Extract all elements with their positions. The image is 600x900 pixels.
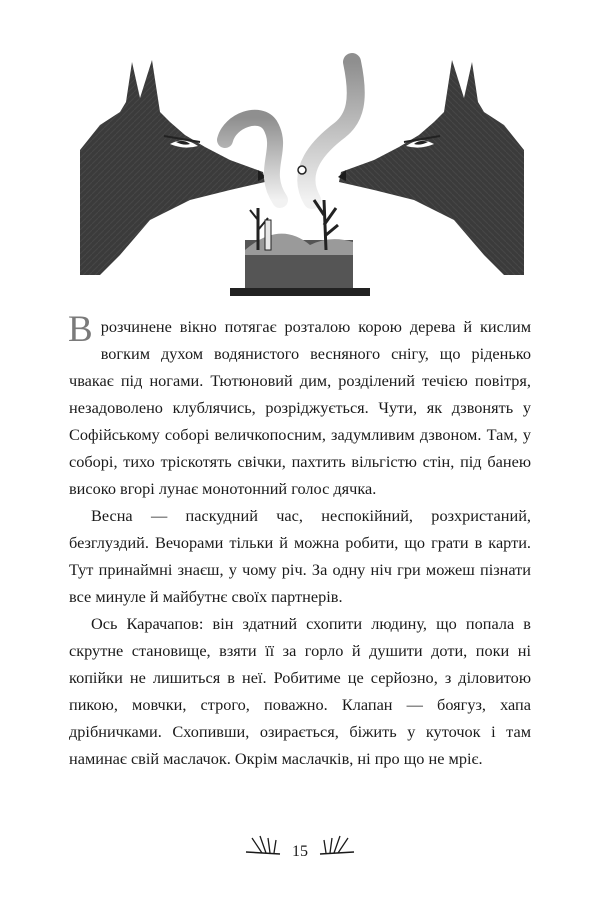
wolves-illustration [80, 50, 524, 300]
grass-sprig-icon [246, 836, 280, 854]
paragraph-2: Весна — паскудний час, неспокійний, розхристаний, безглуздий. Вечорами тільки й можна робити, що грати в карти. Тут принаймні знаєш, у чому річ. За одну ніч гри можеш пізнати все минуле й майбутнє своїх партнерів. [69, 506, 531, 606]
paragraph-1 [68, 309, 531, 502]
body-text [68, 309, 531, 772]
paragraph-3: Ось Карачапов: він здатний схопити людину, що попала в скрутне становище, взяти її за горло й душити доти, поки ні копійки не лишиться в неї. Робитиме це серйозно, з діловитою пикою, мовчки, строго, поважно. Клапан — боягуз, хапа дрібничками. Схопивши, озирається, біжить у куточок і там наминає свій маслачок. Окрім маслачків, ні про що не мріє. [69, 614, 531, 768]
left-wolf-head [80, 60, 266, 275]
paragraph-1-text: розчинене вікно потягає розталою корою дерева й кислим вогким духом водянистого весняного снігу, що ріденько чвакає під ногами. Тютюновий дим, розділений течією повітря, незадоволено клублячись, розріджується. Чути, як дзвонять у Софійському соборі величкопосним, задумливим дзвоном. Там, у соборі, тихо тріскотять свічки, пахтить вільгістю стін, під банею високо вгорі лунає монотонний голос дячка. [69, 317, 531, 498]
page-number: 15 [292, 843, 308, 860]
grass-sprig-icon [320, 836, 354, 854]
drop-cap: В [68, 309, 93, 350]
right-wolf-head [338, 60, 524, 275]
